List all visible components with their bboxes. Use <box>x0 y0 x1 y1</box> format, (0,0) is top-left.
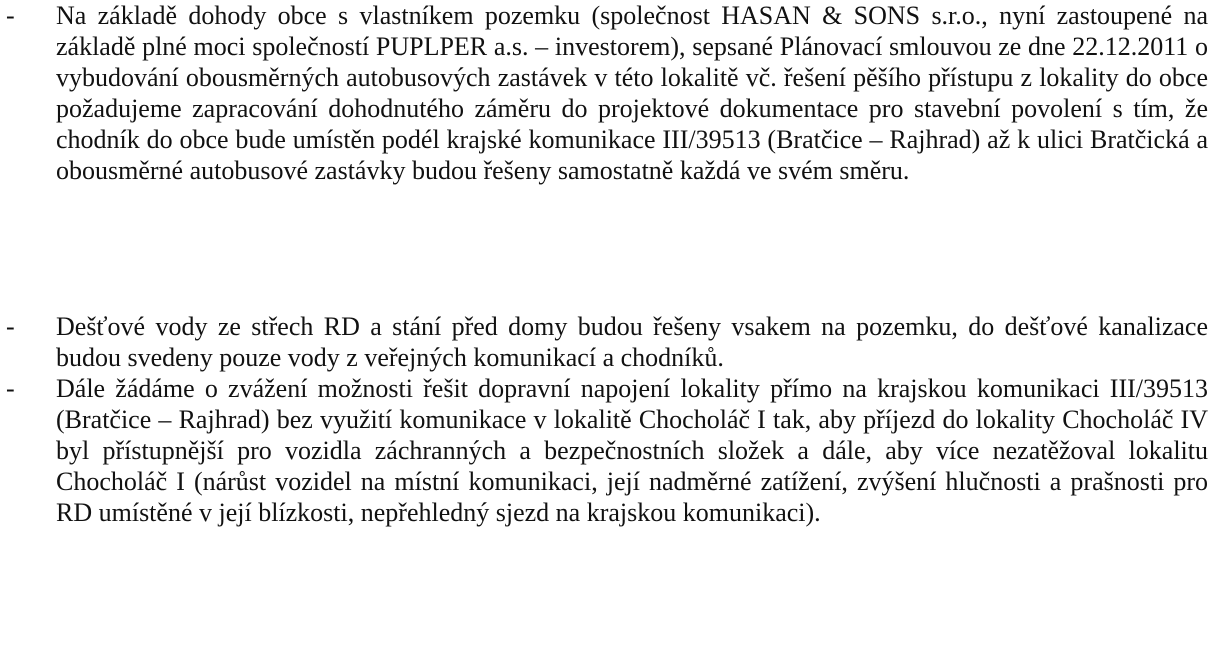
list-bullet: - <box>6 312 15 341</box>
list-item-text: Na základě dohody obce s vlastníkem pozemku (společnost HASAN & SONS s.r.o., nyní zastoupené na základě plné moci společností PUPLPER a.s. – investorem), sepsané Plánovací smlouvou ze dne 22.12.2011 o vybudování obousměrných autobusových zastávek v této lokalitě vč. řešení pěšího přístupu z lokality do obce požadujeme zapracování dohodnutého záměru do projektové dokumentace pro stavební povolení s tím, že chodník do obce bude umístěn podél krajské komunikace III/39513 (Bratčice – Rajhrad) až k ulici Bratčická a obousměrné autobusové zastávky budou řešeny samostatně každá ve svém směru. <box>56 1 1208 186</box>
list-item-text: Dešťové vody ze střech RD a stání před domy budou řešeny vsakem na pozemku, do dešťové kanalizace budou svedeny pouze vody z veřejných komunikací a chodníků. <box>56 312 1208 373</box>
list-bullet: - <box>6 374 15 403</box>
list-bullet: - <box>6 1 15 30</box>
list-item-text: Dále žádáme o zvážení možnosti řešit dopravní napojení lokality přímo na krajskou komunikaci III/39513 (Bratčice – Rajhrad) bez využití komunikace v lokalitě Chocholáč I tak, aby příjezd do lokality Chocholáč IV byl přístupnější pro vozidla záchranných a bezpečnostních složek a dále, aby více nezatěžoval lokalitu Chocholáč I (nárůst vozidel na místní komunikaci, její nadměrné zatížení, zvýšení hlučnosti a prašnosti pro RD umístěné v její blízkosti, nepřehledný sjezd na krajskou komunikaci). <box>56 374 1208 528</box>
